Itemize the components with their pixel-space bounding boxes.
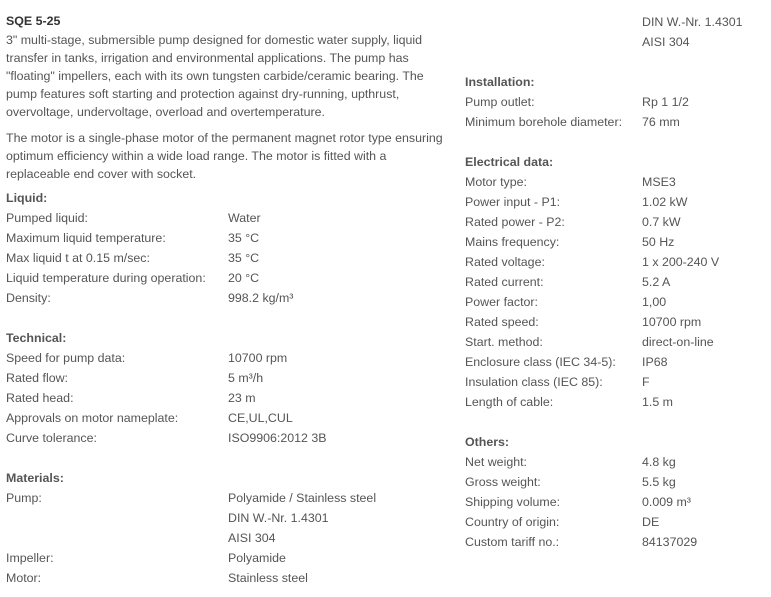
spec-row xyxy=(465,192,765,212)
spec-label: Minimum borehole diameter: xyxy=(465,115,623,129)
spec-row xyxy=(6,408,451,428)
spec-row xyxy=(6,248,451,268)
spec-row xyxy=(6,228,451,248)
spec-value: MSE3 xyxy=(642,175,676,189)
spec-value: 76 mm xyxy=(642,115,680,129)
spec-row xyxy=(6,528,451,548)
spec-row xyxy=(465,292,765,312)
spec-label: Insulation class (IEC 85): xyxy=(465,375,603,389)
spec-label: Enclosure class (IEC 34-5): xyxy=(465,355,616,369)
spec-row xyxy=(6,288,451,308)
spec-row xyxy=(6,348,451,368)
description-paragraph-1: 3" multi-stage, submersible pump designed for domestic water supply, liquid transfer in tanks, irrigation and environmental applications. The pump has "floating" impellers, each with its own tungsten carbide/ceramic bearing. The pump features soft starting and protection against dry-running, upthrust, overvoltage, undervoltage, overload and overtemperature. xyxy=(6,33,424,119)
spec-row xyxy=(465,272,765,292)
spec-value: 5.5 kg xyxy=(642,475,676,489)
spec-value: 5 m³/h xyxy=(228,371,264,385)
spec-row xyxy=(6,388,451,408)
spec-row xyxy=(465,312,765,332)
others-table xyxy=(465,452,765,552)
spec-label: Speed for pump data: xyxy=(6,351,126,365)
spec-value: 5.2 A xyxy=(642,275,671,289)
spec-row xyxy=(6,568,451,588)
spec-row xyxy=(465,532,765,552)
electrical-table xyxy=(465,172,765,412)
spec-label: Rated power - P2: xyxy=(465,215,565,229)
spec-label: Length of cable: xyxy=(465,395,554,409)
spec-value: direct-on-line xyxy=(642,335,714,349)
spec-value: 10700 rpm xyxy=(228,351,288,365)
spec-row xyxy=(465,12,765,32)
spec-value: 1.5 m xyxy=(642,395,673,409)
spec-label: Start. method: xyxy=(465,335,543,349)
spec-row xyxy=(6,488,451,508)
spec-label: Density: xyxy=(6,291,51,305)
installation-table xyxy=(465,92,765,132)
spec-row xyxy=(465,372,765,392)
spec-value: ISO9906:2012 3B xyxy=(228,431,327,445)
spec-row xyxy=(6,428,451,448)
spec-row xyxy=(465,332,765,352)
installation-heading: Installation: xyxy=(465,75,535,89)
spec-label: Rated current: xyxy=(465,275,544,289)
spec-value: DIN W.-Nr. 1.4301 xyxy=(642,15,743,29)
spec-label: Pump: xyxy=(6,491,42,505)
spec-value: Water xyxy=(228,211,261,225)
spec-label: Net weight: xyxy=(465,455,527,469)
spec-label: Power input - P1: xyxy=(465,195,561,209)
spec-row xyxy=(465,172,765,192)
materials-table xyxy=(6,488,451,588)
spec-value: 0.009 m³ xyxy=(642,495,691,509)
electrical-heading: Electrical data: xyxy=(465,155,554,169)
spec-label: Custom tariff no.: xyxy=(465,535,560,549)
spec-label: Liquid temperature during operation: xyxy=(6,271,206,285)
spec-value: 998.2 kg/m³ xyxy=(228,291,294,305)
spec-value: 1 x 200-240 V xyxy=(642,255,720,269)
spec-label: Gross weight: xyxy=(465,475,541,489)
spec-row xyxy=(465,512,765,532)
spec-row xyxy=(465,492,765,512)
spec-row xyxy=(465,112,765,132)
spec-value: Polyamide / Stainless steel xyxy=(228,491,377,505)
spec-value: AISI 304 xyxy=(228,531,276,545)
spec-label: Power factor: xyxy=(465,295,538,309)
spec-label: Motor: xyxy=(6,571,42,585)
spec-row xyxy=(465,472,765,492)
spec-label: Rated voltage: xyxy=(465,255,545,269)
spec-value: 0.7 kW xyxy=(642,215,681,229)
others-heading: Others: xyxy=(465,435,510,449)
spec-label: Max liquid t at 0.15 m/sec: xyxy=(6,251,150,265)
liquid-heading: Liquid: xyxy=(6,191,48,205)
spec-value: Rp 1 1/2 xyxy=(642,95,689,109)
spec-value: 20 °C xyxy=(228,271,260,285)
spec-value: Polyamide xyxy=(228,551,286,565)
spec-value: AISI 304 xyxy=(642,35,690,49)
spec-label: Rated speed: xyxy=(465,315,539,329)
spec-value: Stainless steel xyxy=(228,571,308,585)
spec-row xyxy=(465,392,765,412)
spec-value: 35 °C xyxy=(228,251,260,265)
spec-label: Pumped liquid: xyxy=(6,211,88,225)
spec-label: Curve tolerance: xyxy=(6,431,97,445)
spec-value: IP68 xyxy=(642,355,668,369)
spec-value: 4.8 kg xyxy=(642,455,676,469)
spec-row xyxy=(465,252,765,272)
spec-row xyxy=(465,92,765,112)
spec-row xyxy=(465,232,765,252)
spec-label: Maximum liquid temperature: xyxy=(6,231,166,245)
spec-label: Shipping volume: xyxy=(465,495,561,509)
spec-label: Approvals on motor nameplate: xyxy=(6,411,179,425)
spec-label: Mains frequency: xyxy=(465,235,560,249)
materials-heading: Materials: xyxy=(6,471,64,485)
spec-row xyxy=(465,212,765,232)
description-paragraph-2: The motor is a single-phase motor of the permanent magnet rotor type ensuring optimum efficiency within a wide load range. The motor is fitted with a replaceable end cover with socket. xyxy=(6,131,443,181)
left-column xyxy=(6,0,451,588)
spec-value: DIN W.-Nr. 1.4301 xyxy=(228,511,329,525)
right-column xyxy=(465,0,765,552)
spec-value: 50 Hz xyxy=(642,235,675,249)
spec-label: Country of origin: xyxy=(465,515,560,529)
spec-value: 35 °C xyxy=(228,231,260,245)
spec-row xyxy=(6,508,451,528)
spec-row xyxy=(465,452,765,472)
spec-label: Pump outlet: xyxy=(465,95,535,109)
spec-row xyxy=(465,32,765,52)
spec-row xyxy=(6,208,451,228)
spec-row xyxy=(6,368,451,388)
spec-value: F xyxy=(642,375,650,389)
spec-label: Rated head: xyxy=(6,391,74,405)
technical-table xyxy=(6,348,451,448)
product-title: SQE 5-25 xyxy=(6,14,61,28)
liquid-table xyxy=(6,208,451,308)
spec-row xyxy=(465,352,765,372)
spec-row xyxy=(6,548,451,568)
spec-value: DE xyxy=(642,515,660,529)
spec-label: Impeller: xyxy=(6,551,54,565)
spec-label: Motor type: xyxy=(465,175,527,189)
spec-row xyxy=(6,268,451,288)
spec-value: 1,00 xyxy=(642,295,667,309)
spec-value: CE,UL,CUL xyxy=(228,411,293,425)
spec-value: 84137029 xyxy=(642,535,698,549)
spec-label: Rated flow: xyxy=(6,371,68,385)
spec-value: 23 m xyxy=(228,391,256,405)
spec-value: 10700 rpm xyxy=(642,315,702,329)
technical-heading: Technical: xyxy=(6,331,67,345)
spec-value: 1.02 kW xyxy=(642,195,688,209)
